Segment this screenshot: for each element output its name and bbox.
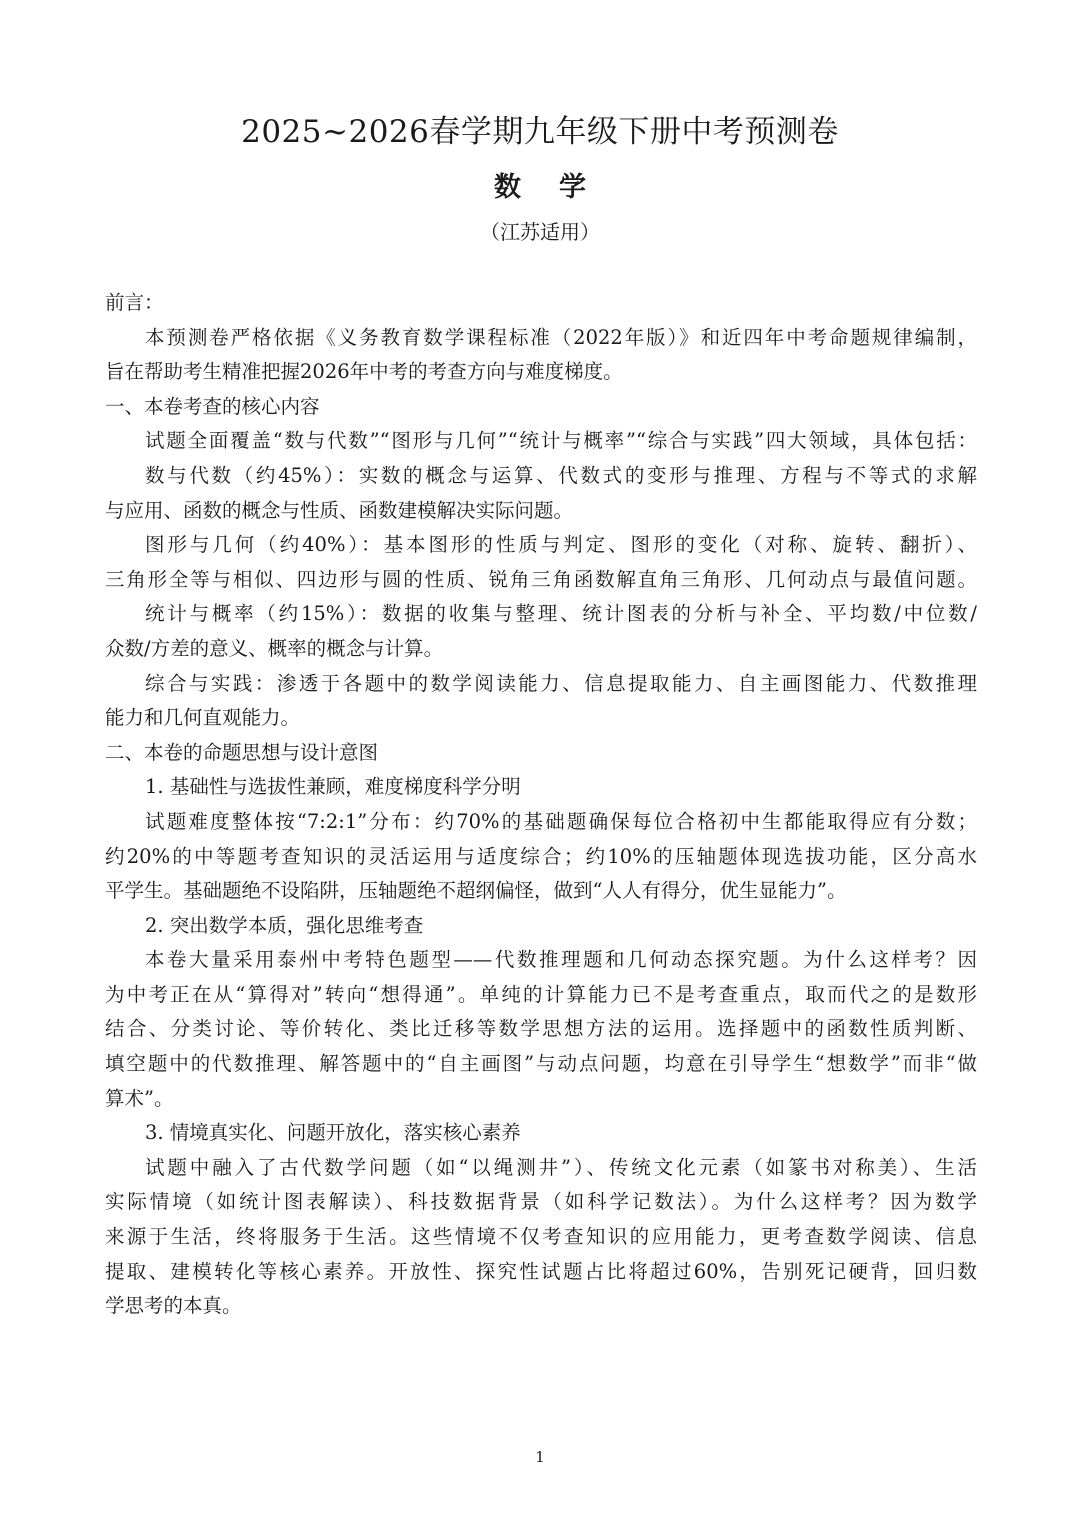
subject-title: 数学	[494, 172, 624, 203]
preface-line: 旨在帮助考生精准把握2026年中考的考查方向与难度梯度。	[105, 360, 623, 384]
point-line: 提取、建模转化等核心素养。开放性、探究性试题占比将超过60%，告别死记硬背，回归数	[105, 1259, 977, 1283]
point-line: 试题中融入了古代数学问题（如“以绳测井”）、传统文化元素（如篆书对称美）、生活	[145, 1155, 977, 1179]
point-title: 1. 基础性与选拔性兼顾，难度梯度科学分明	[145, 775, 521, 799]
section-heading-design-intent: 二、本卷的命题思想与设计意图	[105, 740, 379, 764]
point-title: 3. 情境真实化、问题开放化，落实核心素养	[145, 1121, 521, 1145]
geometry-line: 图形与几何（约40%）：基本图形的性质与判定、图形的变化（对称、旋转、翻折）、	[145, 533, 977, 557]
practice-line: 综合与实践：渗透于各题中的数学阅读能力、信息提取能力、自主画图能力、代数推理	[145, 671, 977, 695]
point-line: 填空题中的代数推理、解答题中的“自主画图”与动点问题，均意在引导学生“想数学”而非“做	[105, 1052, 977, 1076]
algebra-line: 与应用、函数的概念与性质、函数建模解决实际问题。	[105, 498, 574, 522]
algebra-line: 数与代数（约45%）：实数的概念与运算、代数式的变形与推理、方程与不等式的求解	[145, 463, 977, 487]
practice-line: 能力和几何直观能力。	[105, 706, 301, 730]
point-line: 学思考的本真。	[105, 1294, 242, 1318]
exam-title: 2025~2026春学期九年级下册中考预测卷	[241, 114, 839, 150]
section-heading-core-content: 一、本卷考查的核心内容	[105, 394, 320, 418]
point-line: 本卷大量采用泰州中考特色题型——代数推理题和几何动态探究题。为什么这样考？因	[145, 948, 977, 972]
point-title: 2. 突出数学本质，强化思维考查	[145, 913, 424, 937]
region-note: （江苏适用）	[480, 220, 600, 244]
point-line: 结合、分类讨论、等价转化、类比迁移等数学思想方法的运用。选择题中的函数性质判断、	[105, 1017, 977, 1041]
section1-intro: 试题全面覆盖“数与代数”“图形与几何”“统计与概率”“综合与实践”四大领域，具体包括：	[145, 429, 977, 453]
preface-body	[105, 286, 977, 1324]
page-number: 1	[535, 1448, 545, 1466]
point-line: 来源于生活，终将服务于生活。这些情境不仅考查知识的应用能力，更考查数学阅读、信息	[105, 1225, 977, 1249]
point-line: 实际情境（如统计图表解读）、科技数据背景（如科学记数法）。为什么这样考？因为数学	[105, 1190, 977, 1214]
point-line: 约20%的中等题考查知识的灵活运用与适度综合；约10%的压轴题体现选拔功能，区分高水	[105, 844, 977, 868]
preface-label: 前言：	[105, 291, 164, 314]
point-line: 算术”。	[105, 1086, 174, 1110]
point-line: 试题难度整体按“7:2:1”分布：约70%的基础题确保每位合格初中生都能取得应有分数；	[145, 809, 977, 833]
statistics-line: 众数/方差的意义、概率的概念与计算。	[105, 636, 444, 660]
point-line: 平学生。基础题绝不设陷阱，压轴题绝不超纲偏怪，做到“人人有得分，优生显能力”。	[105, 879, 847, 903]
statistics-line: 统计与概率（约15%）：数据的收集与整理、统计图表的分析与补全、平均数/中位数/	[145, 602, 977, 626]
preface-line: 本预测卷严格依据《义务教育数学课程标准（2022年版）》和近四年中考命题规律编制，	[145, 325, 977, 349]
geometry-line: 三角形全等与相似、四边形与圆的性质、锐角三角函数解直角三角形、几何动点与最值问题。	[105, 567, 977, 591]
point-line: 为中考正在从“算得对”转向“想得通”。单纯的计算能力已不是考查重点，取而代之的是数形	[105, 982, 977, 1006]
